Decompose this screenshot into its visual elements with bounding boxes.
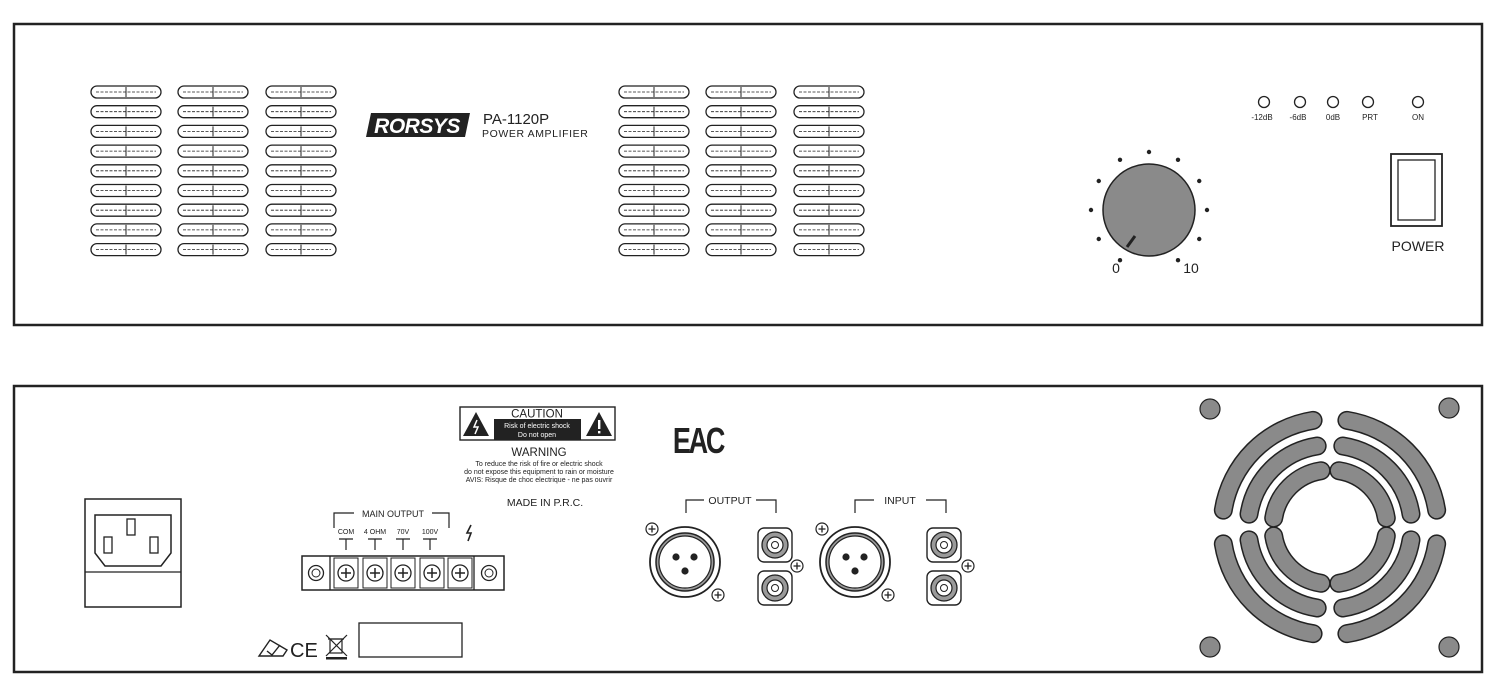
knob-scale-dot — [1197, 237, 1201, 241]
knob-scale-dot — [1147, 150, 1151, 154]
led-minus12db — [1259, 97, 1270, 108]
terminal-label-com: COM — [337, 529, 355, 536]
front-panel — [14, 24, 1482, 325]
knob-scale-dot — [1205, 208, 1209, 212]
led-0db — [1328, 97, 1339, 108]
xlr-pin — [851, 567, 858, 574]
exclamation-glyph-dot — [598, 431, 600, 433]
terminal-label-70v: 70V — [396, 529, 410, 536]
xlr-pin — [690, 553, 697, 560]
iec-pin-neutral — [150, 537, 158, 553]
knob-scale-dot — [1097, 179, 1101, 183]
iec-pin-earth — [127, 519, 135, 535]
ce-mark: CE — [290, 640, 318, 662]
fan-screw-top-left — [1200, 399, 1220, 419]
led-on — [1413, 97, 1424, 108]
caution-title: CAUTION — [511, 408, 563, 421]
warning-title: WARNING — [511, 447, 567, 459]
rca-pin — [772, 585, 779, 592]
fan-screw-bottom-right — [1439, 637, 1459, 657]
volume-knob[interactable] — [1103, 164, 1195, 256]
knob-scale-dot — [1097, 237, 1101, 241]
xlr-pin — [681, 567, 688, 574]
xlr-pin — [860, 553, 867, 560]
xlr-pin — [842, 553, 849, 560]
rca-pin — [772, 542, 779, 549]
input-rca-jack-bottom[interactable] — [927, 571, 961, 605]
led-label-prt: PRT — [1362, 113, 1378, 122]
knob-min-label: 0 — [1112, 260, 1120, 276]
led-label-minus6db: -6dB — [1289, 113, 1307, 122]
led-minus6db — [1295, 97, 1306, 108]
caution-line-1: Risk of electric shock — [504, 423, 570, 430]
output-rca-jack-bottom[interactable] — [758, 571, 792, 605]
knob-scale-dot — [1118, 158, 1122, 162]
rca-pin — [941, 585, 948, 592]
main-output-label: MAIN OUTPUT — [362, 509, 424, 519]
xlr-pin — [672, 553, 679, 560]
rear-panel-outline — [14, 386, 1482, 672]
knob-scale-dot — [1197, 179, 1201, 183]
terminal-screws[interactable] — [309, 556, 497, 590]
knob-max-label: 10 — [1183, 260, 1199, 276]
output-label: OUTPUT — [708, 495, 752, 507]
warning-line-2: do not expose this equipment to rain or moisture — [464, 469, 614, 476]
rear-panel — [14, 386, 1482, 672]
rca-pin — [941, 542, 948, 549]
made-in-label: MADE IN P.R.C. — [506, 497, 584, 509]
front-vents-right — [619, 86, 864, 256]
caution-line-2: Do not open — [517, 432, 557, 439]
knob-scale-dot — [1176, 258, 1180, 262]
power-switch[interactable] — [1391, 154, 1444, 254]
exclamation-glyph-bar — [598, 420, 600, 429]
eac-mark: EAC — [672, 420, 724, 461]
model-name: PA-1120P — [483, 111, 550, 128]
terminal-label-100v: 100V — [421, 529, 439, 536]
xlr-face — [829, 536, 881, 588]
power-switch-rocker[interactable] — [1398, 160, 1435, 220]
led-prt — [1363, 97, 1374, 108]
fan-screw-bottom-left — [1200, 637, 1220, 657]
iec-pin-line — [104, 537, 112, 553]
mounting-hole-inner — [485, 569, 493, 577]
terminal-label-4ohm: 4 OHM — [363, 529, 387, 536]
iec-power-inlet[interactable] — [85, 499, 181, 607]
fan-screw-top-right — [1439, 398, 1459, 418]
knob-scale-dot — [1176, 158, 1180, 162]
input-label: INPUT — [884, 495, 916, 507]
power-label: POWER — [1391, 238, 1445, 254]
xlr-face — [659, 536, 711, 588]
serial-label-box — [359, 623, 462, 657]
warning-line-3: AVIS: Risque de choc electrique - ne pas ouvrir — [465, 477, 613, 484]
mounting-hole-inner — [312, 569, 320, 577]
brand-logo — [366, 113, 470, 138]
led-label-0db: 0dB — [1325, 113, 1341, 122]
knob-scale-dot — [1089, 208, 1093, 212]
warning-line-1: To reduce the risk of fire or electric shock — [475, 461, 603, 468]
brand-logo-text: RORSYS — [374, 115, 460, 138]
front-vents-left — [91, 86, 336, 256]
led-label-on: ON — [1412, 113, 1424, 122]
product-subtitle: POWER AMPLIFIER — [482, 128, 589, 140]
led-label-minus12db: -12dB — [1251, 113, 1273, 122]
